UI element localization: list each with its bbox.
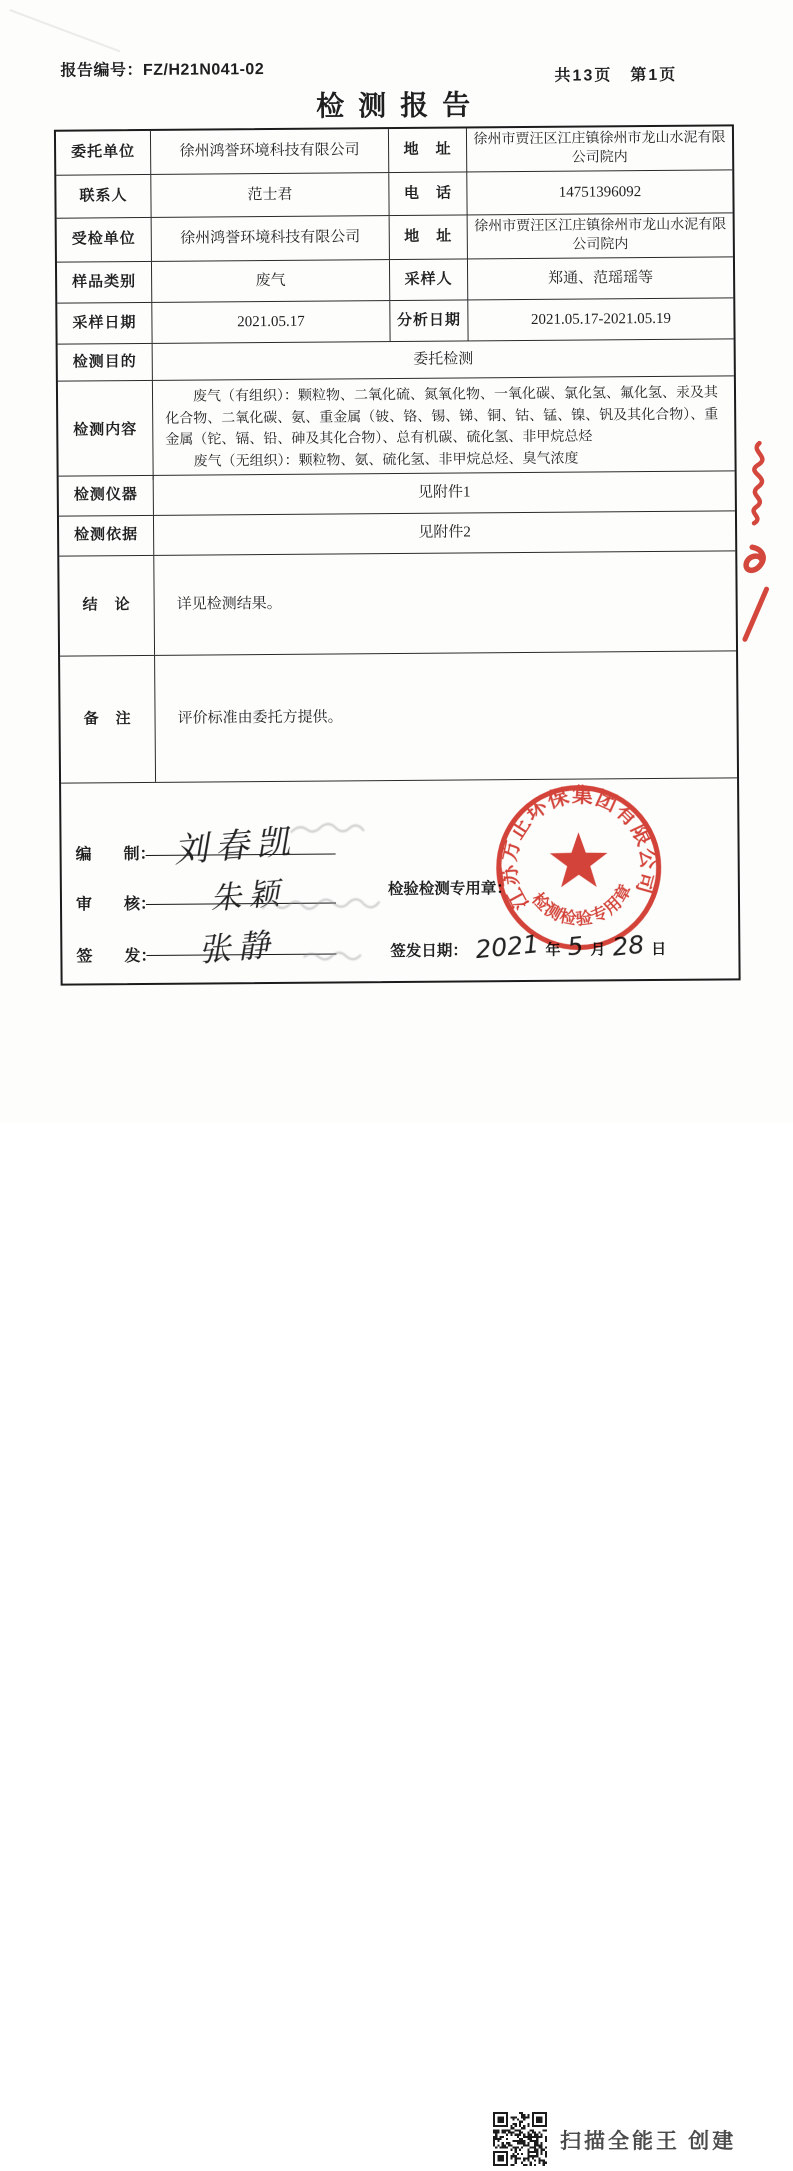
- row-label: 受检单位: [57, 218, 152, 262]
- table-row-content: [58, 376, 735, 476]
- seal-caption-label: 检验检测专用章：: [387, 880, 512, 899]
- issue-date-year: 2021: [473, 929, 540, 965]
- table-row-dates: [57, 298, 733, 344]
- row-label: 分析日期: [390, 300, 468, 341]
- year-unit: 年: [545, 941, 561, 959]
- row-label: 检测依据: [59, 516, 154, 556]
- scan-app-caption: 扫描全能王 创建: [560, 2129, 737, 2153]
- table-row-instruments: [59, 471, 735, 516]
- seal-purpose-text: 检测检验专用章: [528, 880, 636, 929]
- row-label: 采样人: [390, 259, 468, 300]
- seal-company-name: 江苏方正环保集团有限公司: [497, 783, 661, 914]
- issue-date-month: 5: [566, 930, 585, 962]
- contact-name: 范士君: [151, 173, 389, 217]
- page-count: 共13页 第1页: [554, 66, 678, 85]
- remarks-text: 评价标准由委托方提供。: [177, 709, 343, 727]
- table-row-contact: [56, 170, 732, 218]
- inspected-unit-name: 徐州鸿誉环境科技有限公司: [152, 216, 390, 261]
- issued-signature: 张静: [197, 925, 278, 970]
- signature-block: [61, 778, 739, 983]
- test-content-organized: 废气（有组织）：颗粒物、二氧化硫、氮氧化物、一氧化碳、氯化氢、氟化氢、汞及其化合物、二氧化碳、氨、重金属（铍、铬、锡、锑、铜、钴、锰、镍、钒及其化合物）、重金属（铊、镉、铅、砷及其化合物）、总有机碳、硫化氢、非甲烷总烃: [165, 385, 719, 449]
- row-label: 采样日期: [57, 303, 152, 344]
- client-address: 徐州市贾汪区江庄镇徐州市龙山水泥有限公司院内: [473, 130, 726, 166]
- prepared-signature: 刘春凯: [172, 821, 299, 872]
- row-label: 结 论: [59, 556, 155, 656]
- row-label: 地 址: [389, 128, 467, 172]
- report-number: [60, 56, 264, 81]
- row-label: 检测仪器: [59, 476, 154, 516]
- basis-ref: 见附件2: [418, 524, 471, 542]
- test-purpose: 委托检测: [413, 351, 474, 368]
- qr-code: [493, 2112, 547, 2166]
- faint-scan-artifact: [258, 893, 398, 916]
- report-number-value: FZ/H21N041-02: [142, 61, 265, 80]
- scan-corner-artifact: [9, 9, 120, 52]
- client-name: 徐州鸿誉环境科技有限公司: [151, 129, 389, 174]
- analysis-date: 2021.05.17-2021.05.19: [530, 310, 671, 328]
- table-row-conclusion: [59, 551, 736, 656]
- red-stamp-edge-marks: [725, 427, 783, 662]
- reviewed-signature: 朱颖: [208, 875, 288, 918]
- table-row-client: [56, 126, 732, 175]
- row-label: 地 址: [390, 215, 468, 259]
- reviewed-by-label: 审 核：: [75, 895, 157, 914]
- table-row-inspected-unit: [57, 213, 733, 262]
- seal-star-icon: [550, 832, 608, 887]
- test-content: [153, 376, 735, 479]
- faint-scan-artifact: [300, 947, 370, 964]
- issue-date-label: 签发日期：: [390, 942, 468, 961]
- issued-by-label: 签 发：: [76, 947, 157, 966]
- row-label: 检测内容: [58, 381, 154, 480]
- issue-date-day: 28: [611, 929, 646, 962]
- row-label: 备 注: [60, 656, 156, 783]
- instruments-ref: 见附件1: [417, 484, 471, 502]
- row-label: 电 话: [389, 172, 467, 215]
- row-label: 样品类别: [57, 262, 152, 303]
- contact-phone: 14751396092: [558, 183, 642, 201]
- row-label: 委托单位: [56, 131, 151, 175]
- report-number-label: 报告编号：: [60, 62, 144, 80]
- sample-type: 废气: [152, 260, 390, 302]
- row-label: 检测目的: [58, 344, 153, 381]
- month-unit: 月: [590, 941, 606, 959]
- samplers: 郑通、范瑶瑶等: [548, 269, 654, 287]
- table-row-remarks: [60, 651, 737, 783]
- prepared-by-label: 编 制：: [75, 845, 156, 864]
- inspected-unit-address: 徐州市贾汪区江庄镇徐州市龙山水泥有限公司院内: [474, 217, 727, 253]
- table-row-sample-type: [57, 257, 733, 303]
- sampling-date: 2021.05.17: [152, 301, 390, 343]
- day-unit: 日: [651, 940, 667, 959]
- svg-text:检测检验专用章: [528, 880, 636, 929]
- row-label: 联系人: [56, 175, 151, 218]
- table-row-purpose: [58, 339, 734, 381]
- test-content-unorganized: 废气（无组织）：颗粒物、氨、硫化氢、非甲烷总烃、臭气浓度: [193, 451, 579, 470]
- scanner-footer: [0, 1050, 793, 2153]
- faint-scan-artifact: [287, 819, 377, 840]
- table-row-basis: [59, 511, 735, 556]
- company-seal-stamp: [492, 781, 665, 954]
- report-table: [54, 124, 741, 985]
- page-title: 检测报告: [316, 89, 485, 122]
- conclusion-text: 详见检测结果。: [176, 596, 282, 614]
